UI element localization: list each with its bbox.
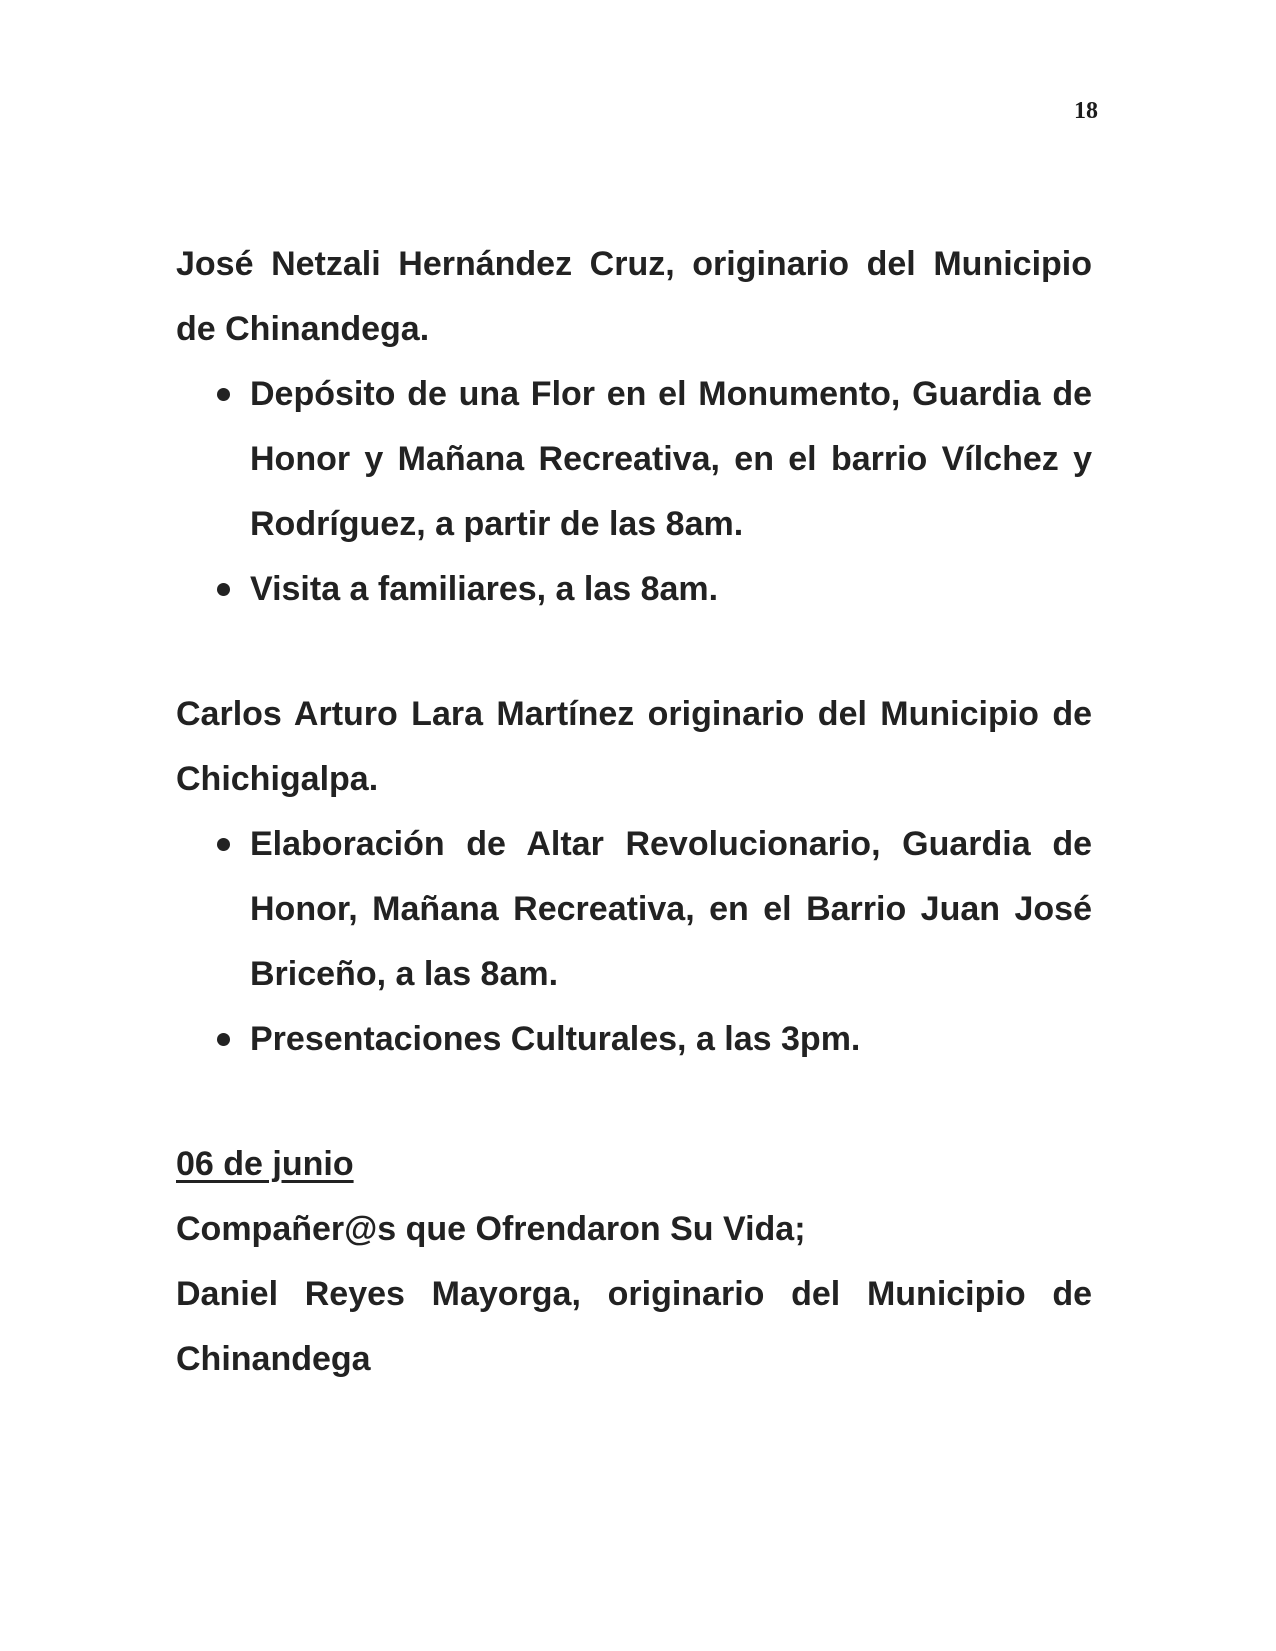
tribute-line: Compañer@s que Ofrendaron Su Vida; xyxy=(176,1210,806,1248)
activity-list-1 xyxy=(176,362,1092,622)
section-spacer xyxy=(176,622,1092,682)
list-item xyxy=(176,362,1092,557)
page-number: 18 xyxy=(1074,98,1098,124)
bullet-icon xyxy=(217,838,230,851)
section-spacer xyxy=(176,1072,1092,1132)
bullet-icon xyxy=(217,388,230,401)
list-item-text: Depósito de una Flor en el Monumento, Guardia de Honor y Mañana Recreativa, en el barrio Vílchez y Rodríguez, a partir de las 8am. xyxy=(250,375,1092,543)
list-item xyxy=(176,1007,1092,1072)
list-item-text: Elaboración de Altar Revolucionario, Guardia de Honor, Mañana Recreativa, en el Barrio Juan José Briceño, a las 8am. xyxy=(250,825,1092,993)
page-content xyxy=(176,232,1092,1392)
bullet-icon xyxy=(217,1033,230,1046)
person-paragraph-3: Daniel Reyes Mayorga, originario del Municipio de Chinandega xyxy=(176,1275,1092,1378)
list-item xyxy=(176,557,1092,622)
date-heading: 06 de junio xyxy=(176,1145,354,1183)
person-paragraph-2: Carlos Arturo Lara Martínez originario del Municipio de Chichigalpa. xyxy=(176,695,1092,798)
person-paragraph-1: José Netzali Hernández Cruz, originario del Municipio de Chinandega. xyxy=(176,245,1092,348)
activity-list-2 xyxy=(176,812,1092,1072)
list-item-text: Presentaciones Culturales, a las 3pm. xyxy=(250,1020,861,1058)
bullet-icon xyxy=(217,583,230,596)
list-item xyxy=(176,812,1092,1007)
list-item-text: Visita a familiares, a las 8am. xyxy=(250,570,719,608)
